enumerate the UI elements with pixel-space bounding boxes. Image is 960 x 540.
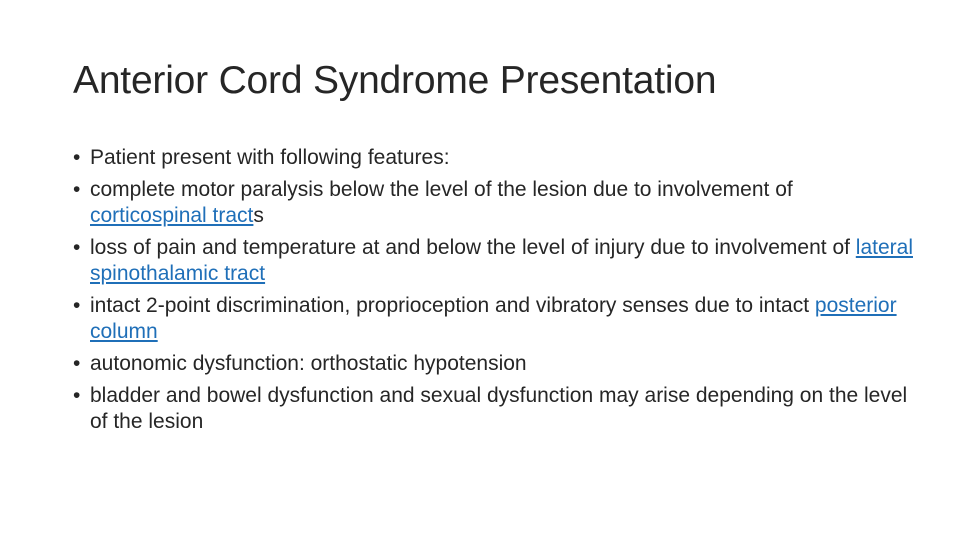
bullet-text: complete motor paralysis below the level of the lesion due to involvement of [90,178,793,201]
bullet-item-motor-paralysis [73,177,913,229]
bullet-point-icon: • [73,384,81,407]
bullet-list [73,145,913,441]
bullet-point-icon: • [73,178,81,201]
bullet-text: intact 2-point discrimination, proprioception and vibratory senses due to intact [90,294,815,317]
bullet-text: autonomic dysfunction: orthostatic hypotension [90,352,527,375]
bullet-point-icon: • [73,352,81,375]
bullet-text: bladder and bowel dysfunction and sexual dysfunction may arise depending on the level of the lesion [90,384,908,433]
bullet-point-icon: • [73,236,81,259]
bullet-point-icon: • [73,146,81,169]
bullet-text-suffix: s [253,204,264,227]
bullet-item-autonomic [73,351,913,377]
corticospinal-tract-link[interactable]: corticospinal tract [90,204,254,227]
bullet-item-bladder-bowel [73,383,913,435]
bullet-item-intact-senses [73,293,913,345]
lateral-spinothalamic-tract-link[interactable]: lateral spinothalamic tract [90,236,913,285]
bullet-item-pain-temperature [73,235,913,287]
bullet-point-icon: • [73,294,81,317]
posterior-column-link[interactable]: posterior column [90,294,897,343]
bullet-item-features [73,145,913,171]
slide-title: Anterior Cord Syndrome Presentation [73,59,717,102]
bullet-text: Patient present with following features: [90,146,450,169]
bullet-text: loss of pain and temperature at and below the level of injury due to involvement of [90,236,856,259]
